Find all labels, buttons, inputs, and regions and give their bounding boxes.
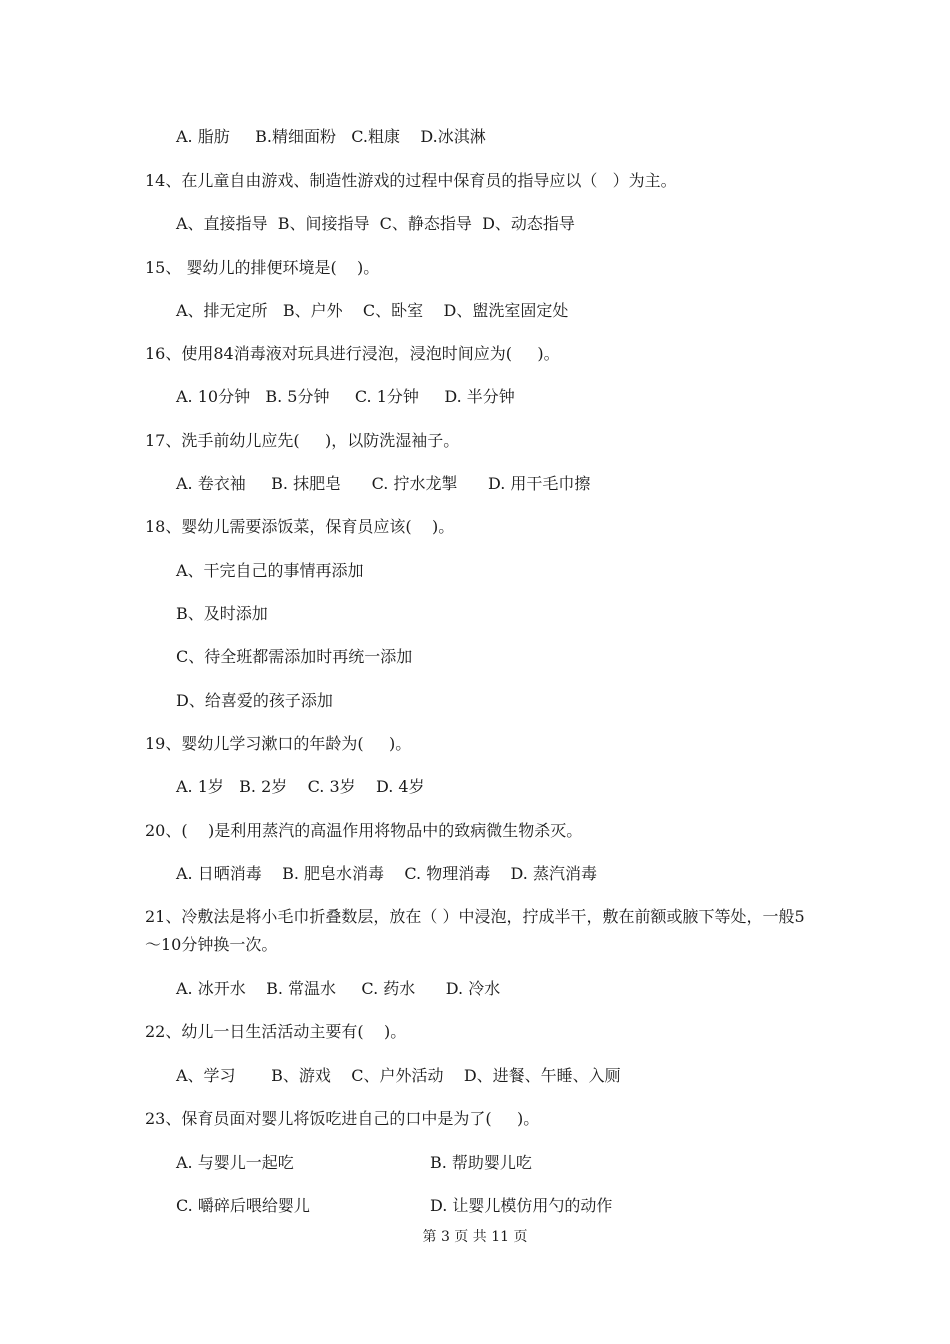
q23-option-c: C. 嚼碎后喂给婴儿 (176, 1196, 310, 1215)
q23-option-a: A. 与婴儿一起吃 (176, 1153, 294, 1172)
q23-option-b: B. 帮助婴儿吃 (430, 1153, 532, 1172)
question-20: 20、( )是利用蒸汽的高温作用将物品中的致病微生物杀灭。 (145, 821, 583, 840)
question-15: 15、 婴幼儿的排便环境是( )。 (145, 258, 380, 277)
question-18: 18、婴幼儿需要添饭菜，保育员应该( )。 (145, 517, 455, 536)
question-21: 21、冷敷法是将小毛巾折叠数层，放在（ ）中浸泡，拧成半干，敷在前额或腋下等处，一般5～10分钟换一次。 (145, 907, 805, 954)
question-23: 23、保育员面对婴儿将饭吃进自己的口中是为了( )。 (145, 1109, 540, 1128)
question-14: 14、在儿童自由游戏、制造性游戏的过程中保育员的指导应以（ ）为主。 (145, 171, 677, 190)
q23-option-d: D. 让婴儿模仿用勺的动作 (430, 1196, 613, 1215)
q22-options: A、学习 B、游戏 C、户外活动 D、进餐、午睡、入厕 (176, 1066, 621, 1085)
question-19: 19、婴幼儿学习漱口的年龄为( )。 (145, 734, 412, 753)
question-16: 16、使用84消毒液对玩具进行浸泡，浸泡时间应为( )。 (145, 344, 560, 363)
question-22: 22、幼儿一日生活活动主要有( )。 (145, 1022, 407, 1041)
q21-options: A. 冰开水 B. 常温水 C. 药水 D. 冷水 (176, 979, 501, 998)
q19-options: A. 1岁 B. 2岁 C. 3岁 D. 4岁 (176, 777, 425, 796)
q18-option-d: D、给喜爱的孩子添加 (176, 691, 333, 710)
q18-option-c: C、待全班都需添加时再统一添加 (176, 647, 413, 666)
question-17: 17、洗手前幼儿应先( )，以防洗湿袖子。 (145, 431, 460, 450)
q16-options: A. 10分钟 B. 5分钟 C. 1分钟 D. 半分钟 (176, 387, 515, 406)
q18-option-a: A、干完自己的事情再添加 (176, 561, 364, 580)
q14-options: A、直接指导 B、间接指导 C、静态指导 D、动态指导 (176, 214, 575, 233)
page-footer: 第 3 页 共 11 页 (422, 1229, 528, 1245)
q15-options: A、排无定所 B、户外 C、卧室 D、盥洗室固定处 (176, 301, 569, 320)
q13-options: A. 脂肪 B.精细面粉 C.粗康 D.冰淇淋 (176, 127, 486, 146)
q20-options: A. 日晒消毒 B. 肥皂水消毒 C. 物理消毒 D. 蒸汽消毒 (176, 864, 597, 883)
q17-options: A. 卷衣袖 B. 抹肥皂 C. 拧水龙掣 D. 用干毛巾擦 (176, 474, 591, 493)
q18-option-b: B、及时添加 (176, 604, 268, 623)
